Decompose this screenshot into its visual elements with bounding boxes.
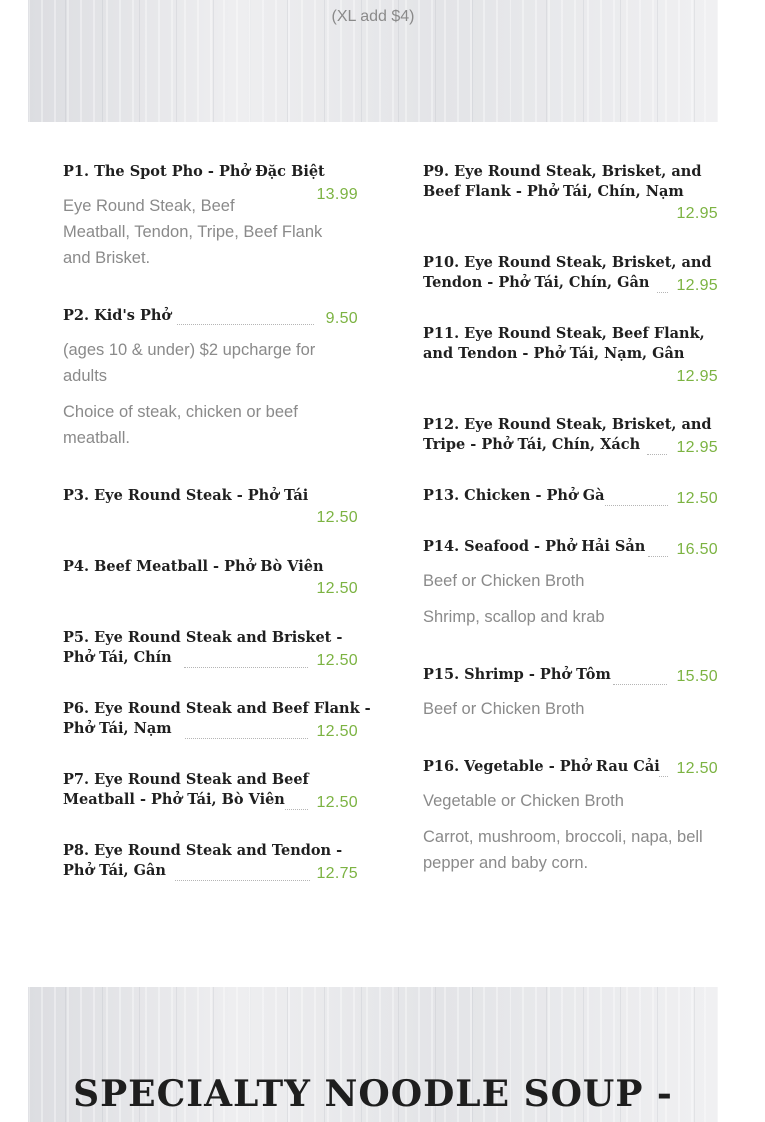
item-price: 13.99 <box>316 186 358 203</box>
item-price: 9.50 <box>325 310 358 327</box>
item-name-line: P12. Eye Round Steak, Brisket, and <box>423 416 712 433</box>
item-name-line: P9. Eye Round Steak, Brisket, and <box>423 163 702 180</box>
description-line: adults <box>63 367 108 385</box>
dot-leader <box>648 556 668 557</box>
item-name-line: P6. Eye Round Steak and Beef Flank - <box>63 700 371 717</box>
item-name-line: Tripe - Phở Tái, Chín, Xách <box>423 436 641 453</box>
menu-item-p2[interactable] <box>63 306 358 451</box>
item-price: 12.50 <box>316 723 358 740</box>
item-price: 12.75 <box>316 865 358 882</box>
menu-item-p9[interactable] <box>423 162 718 230</box>
description-line: Beef or Chicken Broth <box>423 572 585 590</box>
item-price: 12.95 <box>676 277 718 294</box>
menu-item-p4[interactable] <box>63 557 358 602</box>
menu-item-p13[interactable] <box>423 486 718 514</box>
menu-item-p15[interactable] <box>423 665 718 725</box>
item-name-line: Meatball - Phở Tái, Bò Viên <box>63 791 285 808</box>
item-name-line: Phở Tái, Chín <box>63 649 172 666</box>
xl-add-note: (XL add $4) <box>331 8 415 25</box>
description-line: Carrot, mushroom, broccoli, napa, bell <box>423 828 703 846</box>
top-banner <box>28 0 718 122</box>
dot-leader <box>185 738 308 739</box>
item-name <box>423 162 701 202</box>
item-price: 15.50 <box>676 668 718 685</box>
dot-leader <box>647 454 667 455</box>
item-name-line: P11. Eye Round Steak, Beef Flank, <box>423 325 705 342</box>
item-price: 12.50 <box>316 794 358 811</box>
description-line: Vegetable or Chicken Broth <box>423 792 624 810</box>
description-line: Eye Round Steak, Beef <box>63 197 235 215</box>
item-name <box>63 841 342 881</box>
item-price: 12.95 <box>676 368 718 385</box>
item-name: P1. The Spot Pho - Phở Đặc Biệt <box>63 163 325 180</box>
item-name-line: Beef Flank - Phở Tái, Chín, Nạm <box>423 183 684 200</box>
menu-item-p5[interactable] <box>63 628 358 673</box>
menu-item-p12[interactable] <box>423 415 718 460</box>
description-line: Shrimp, scallop and krab <box>423 608 605 626</box>
menu-item-p6[interactable] <box>63 699 371 744</box>
item-price: 12.50 <box>316 580 358 597</box>
item-name: P2. Kid's Phở <box>63 307 172 324</box>
menu-item-p11[interactable] <box>423 324 718 392</box>
item-name: P16. Vegetable - Phở Rau Cải <box>423 758 660 775</box>
item-name <box>63 628 342 668</box>
item-price: 12.95 <box>676 205 718 222</box>
item-name-line: P7. Eye Round Steak and Beef <box>63 771 309 788</box>
item-name-line: and Tendon - Phở Tái, Nạm, Gân <box>423 345 685 362</box>
item-name <box>63 770 309 810</box>
item-name: P14. Seafood - Phở Hải Sản <box>423 538 646 555</box>
menu-item-p1[interactable] <box>63 162 358 272</box>
dot-leader <box>184 667 308 668</box>
item-name <box>423 415 712 455</box>
description-line: Choice of steak, chicken or beef <box>63 403 298 421</box>
section-heading: SPECIALTY NOODLE SOUP - <box>73 1073 673 1115</box>
item-name <box>423 324 705 364</box>
dot-leader <box>657 292 668 293</box>
item-name: P15. Shrimp - Phở Tôm <box>423 666 611 683</box>
item-price: 12.50 <box>316 509 358 526</box>
item-price: 12.50 <box>316 652 358 669</box>
dot-leader <box>659 776 668 777</box>
description-line: and Brisket. <box>63 249 151 267</box>
item-name: P3. Eye Round Steak - Phở Tái <box>63 487 309 504</box>
item-price: 12.50 <box>676 490 718 507</box>
item-description <box>423 568 713 630</box>
item-name-line: P5. Eye Round Steak and Brisket - <box>63 629 343 646</box>
menu-item-p3[interactable] <box>63 486 358 531</box>
menu-item-p10[interactable] <box>423 253 718 298</box>
item-price: 16.50 <box>676 541 718 558</box>
item-name-line: P8. Eye Round Steak and Tendon - <box>63 842 343 859</box>
description-line: Beef or Chicken Broth <box>423 700 585 718</box>
dot-leader <box>613 684 667 685</box>
item-description <box>423 696 713 722</box>
item-description <box>423 788 718 876</box>
description-line: pepper and baby corn. <box>423 854 589 872</box>
dot-leader <box>177 324 314 325</box>
item-name-line: Phở Tái, Gân <box>63 862 166 879</box>
menu-item-p16[interactable] <box>423 757 718 882</box>
dot-leader <box>175 880 310 881</box>
item-description <box>63 193 343 271</box>
item-name: P13. Chicken - Phở Gà <box>423 487 605 504</box>
menu-item-p8[interactable] <box>63 841 358 886</box>
item-name-line: Tendon - Phở Tái, Chín, Gân <box>423 274 650 291</box>
item-price: 12.95 <box>676 439 718 456</box>
item-name: P4. Beef Meatball - Phở Bò Viên <box>63 558 324 575</box>
description-line: meatball. <box>63 429 130 447</box>
dot-leader <box>605 505 668 506</box>
menu-item-p14[interactable] <box>423 537 718 637</box>
menu-item-p7[interactable] <box>63 770 358 815</box>
item-name-line: Phở Tái, Nạm <box>63 720 172 737</box>
dot-leader <box>285 809 308 810</box>
description-line: Meatball, Tendon, Tripe, Beef Flank <box>63 223 323 241</box>
description-line: (ages 10 & under) $2 upcharge for <box>63 341 316 359</box>
bottom-banner <box>28 987 718 1122</box>
item-price: 12.50 <box>676 760 718 777</box>
item-name <box>423 253 712 293</box>
item-name-line: P10. Eye Round Steak, Brisket, and <box>423 254 712 271</box>
item-description <box>63 337 353 451</box>
